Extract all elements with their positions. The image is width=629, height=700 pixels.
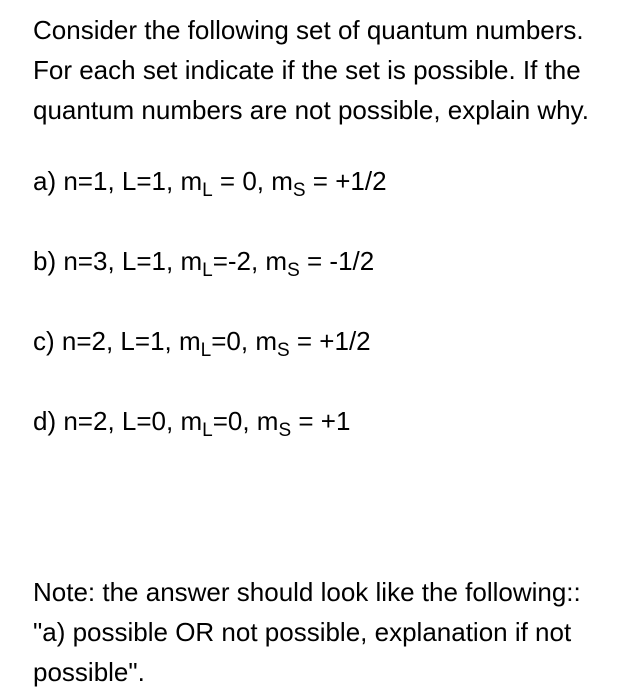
question-list: [33, 161, 613, 441]
question-a: [33, 161, 613, 201]
question-b: [33, 241, 613, 281]
note-text: Note: the answer should look like the following:: "a) possible OR not possible, explanation if not possible".: [33, 577, 581, 687]
question-d-end: = +1: [291, 406, 351, 436]
question-d-label: d) n=2, L=0, m: [33, 406, 203, 436]
question-c: [33, 321, 613, 361]
question-c-ml-subscript: L: [200, 340, 212, 361]
question-container: [33, 10, 613, 687]
question-b-end: = -1/2: [299, 246, 375, 276]
question-d: [33, 401, 613, 441]
intro-text: Consider the following set of quantum numbers. For each set indicate if the set is possible. If the quantum numbers are not possible, explain why.: [33, 15, 589, 125]
question-b-mid: =-2, m: [212, 246, 288, 276]
question-b-ml-subscript: L: [202, 260, 213, 281]
question-c-label: c) n=2, L=1, m: [33, 326, 201, 356]
question-a-end: = +1/2: [305, 166, 387, 196]
question-d-ml-subscript: L: [202, 420, 213, 441]
question-c-ms-subscript: S: [276, 340, 290, 361]
question-a-ms-subscript: S: [292, 180, 306, 201]
question-a-mid: = 0, m: [212, 166, 293, 196]
question-a-ml-subscript: L: [202, 180, 213, 201]
question-a-label: a) n=1, L=1, m: [33, 166, 203, 196]
question-d-mid: =0, m: [212, 406, 279, 436]
question-b-label: b) n=3, L=1, m: [33, 246, 203, 276]
question-d-ms-subscript: S: [278, 420, 292, 441]
question-c-mid: =0, m: [211, 326, 277, 356]
question-b-ms-subscript: S: [287, 260, 300, 281]
question-c-end: = +1/2: [289, 326, 371, 356]
